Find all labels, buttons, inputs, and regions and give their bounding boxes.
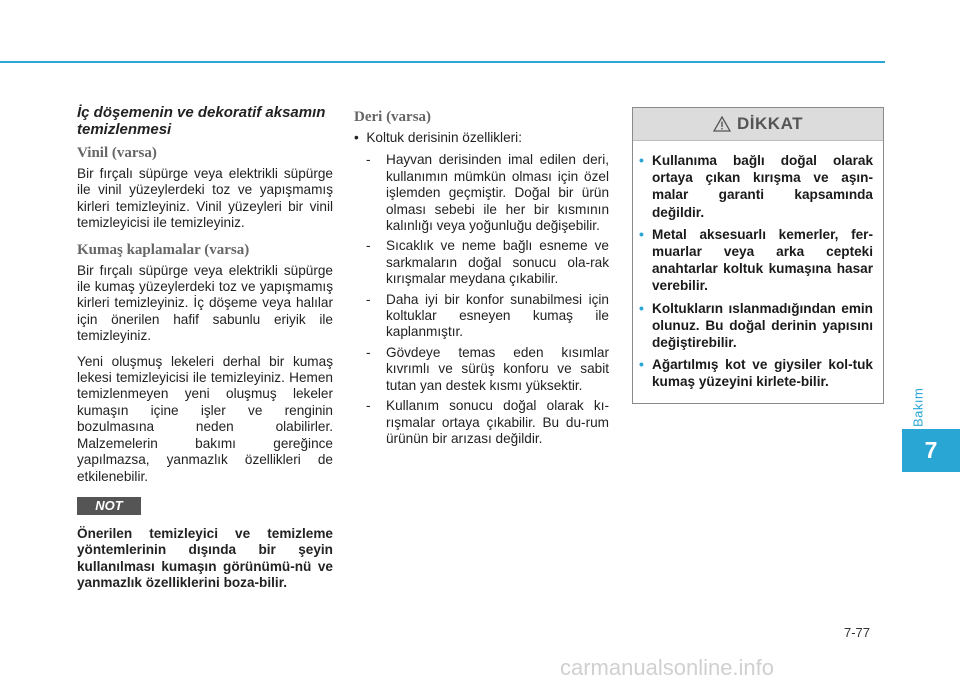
page-number: 7-77 bbox=[844, 625, 871, 640]
note-paragraph: Önerilen temizleyici ve temizleme yöntemlerinin dışında bir şeyin kullanılması kumaşın görünümü-nü ve yanmazlık özelliklerini boza-bilir. bbox=[77, 525, 333, 591]
leather-item bbox=[366, 238, 609, 287]
chapter-tab: 7 bbox=[902, 429, 960, 472]
dash-marker: - bbox=[366, 398, 371, 414]
fabric-paragraph-1: Bir fırçalı süpürge veya elektrikli süpürge ile kumaş yüzeylerdeki toz ve yapışmamış kirleri temizleyiniz. İç döşeme veya halılar için önerilen hafif sabunlu eriyik ile temizleyiniz. bbox=[77, 262, 333, 344]
fabric-paragraph-2: Yeni oluşmuş lekeleri derhal bir kumaş lekesi temizleyicisi ile temizleyiniz. Hemen temizlenmeyen yeni oluşmuş lekeler kumaşın içine işler ve renginin bozulmasına neden olabilirler. Malzemelerin bakımı gereğince yapılmazsa, yanmazlık özellikleri de etkilenebilir. bbox=[77, 353, 333, 484]
section-heading: İç döşemenin ve dekoratif aksamın temizlenmesi bbox=[77, 104, 326, 138]
watermark: carmanualsonline.info bbox=[560, 655, 775, 680]
leather-item bbox=[366, 345, 609, 394]
dash-marker: - bbox=[366, 344, 371, 360]
caution-item bbox=[639, 226, 873, 295]
middle-column bbox=[354, 104, 609, 451]
note-label: NOT bbox=[77, 497, 141, 515]
caution-list bbox=[633, 141, 883, 391]
left-column bbox=[77, 104, 333, 601]
caution-item bbox=[639, 300, 873, 352]
caution-item bbox=[639, 356, 873, 390]
leather-item-text: Kullanım sonucu doğal olarak kı-rışmalar ortaya çıkabilir. Bu du-rum ürünün bir arızası değildir. bbox=[386, 398, 609, 446]
caution-item-text: Koltukların ıslanmadığından emin olunuz. Bu doğal derinin yapısını değiştirebilir. bbox=[652, 300, 873, 351]
leather-item-text: Hayvan derisinden imal edilen deri, kullanımın mümkün olması için özel işlemden geçmiştir. Doğal bir ürün olması sebebi ile her bir kısmının kalınlığı veya yoğunluğu değişebilir. bbox=[386, 152, 609, 234]
top-rule bbox=[0, 61, 885, 63]
caution-header bbox=[633, 108, 883, 141]
bullet-icon: • bbox=[639, 356, 644, 373]
vinyl-paragraph: Bir fırçalı süpürge veya elektrikli süpürge ile vinil yüzeylerdeki toz ve yapışmamış kirleri temizleyiniz. Vinil yüzeyleri bir vinil temizleyicisi ile temizleyiniz. bbox=[77, 166, 333, 231]
bullet-icon: • bbox=[639, 299, 644, 316]
leather-bullet-text: Koltuk derisinin özellikleri: bbox=[366, 130, 522, 145]
dash-marker: - bbox=[366, 152, 371, 168]
caution-item-text: Ağartılmış kot ve giysiler kol-tuk kumaş yüzeyini kirlete-bilir. bbox=[652, 357, 873, 390]
caution-item-text: Metal aksesuarlı kemerler, fer-muarlar veya arka cepteki anahtarlar koltuk kumaşına hasar verebilir. bbox=[652, 226, 873, 294]
leather-item-text: Gövdeye temas eden kısımlar kıvrımlı ve sürüş konforu ve sabit tutan yan destek kısmı yüksektir. bbox=[386, 344, 609, 393]
vinyl-heading: Vinil (varsa) bbox=[77, 145, 157, 161]
leather-item bbox=[366, 152, 609, 234]
caution-box bbox=[632, 107, 884, 404]
section-label: Bakım bbox=[910, 387, 926, 427]
dash-marker: - bbox=[366, 238, 371, 254]
bullet-icon: • bbox=[639, 225, 644, 242]
leather-heading: Deri (varsa) bbox=[354, 109, 432, 125]
leather-item bbox=[366, 292, 609, 341]
caution-title: DİKKAT bbox=[737, 114, 803, 133]
leather-item-text: Daha iyi bir konfor sunabilmesi için koltuklar esneyen kumaş ile kaplanmıştır. bbox=[386, 291, 609, 340]
warning-triangle-icon bbox=[713, 116, 731, 132]
fabric-heading: Kumaş kaplamalar (varsa) bbox=[77, 241, 250, 258]
caution-item-text: Kullanıma bağlı doğal olarak ortaya çıkan kırışma ve aşın-malar garanti kapsamında değildir. bbox=[652, 153, 873, 220]
leather-item-text: Sıcaklık ve neme bağlı esneme ve sarkmaların doğal sonucu ola-rak kırışmalar meydana çıkabilir. bbox=[386, 238, 609, 287]
leather-bullet: • Koltuk derisinin özellikleri: bbox=[354, 130, 522, 145]
caution-item bbox=[639, 152, 873, 221]
bullet-icon: • bbox=[639, 152, 644, 168]
dash-marker: - bbox=[366, 291, 371, 307]
leather-item bbox=[366, 398, 609, 447]
